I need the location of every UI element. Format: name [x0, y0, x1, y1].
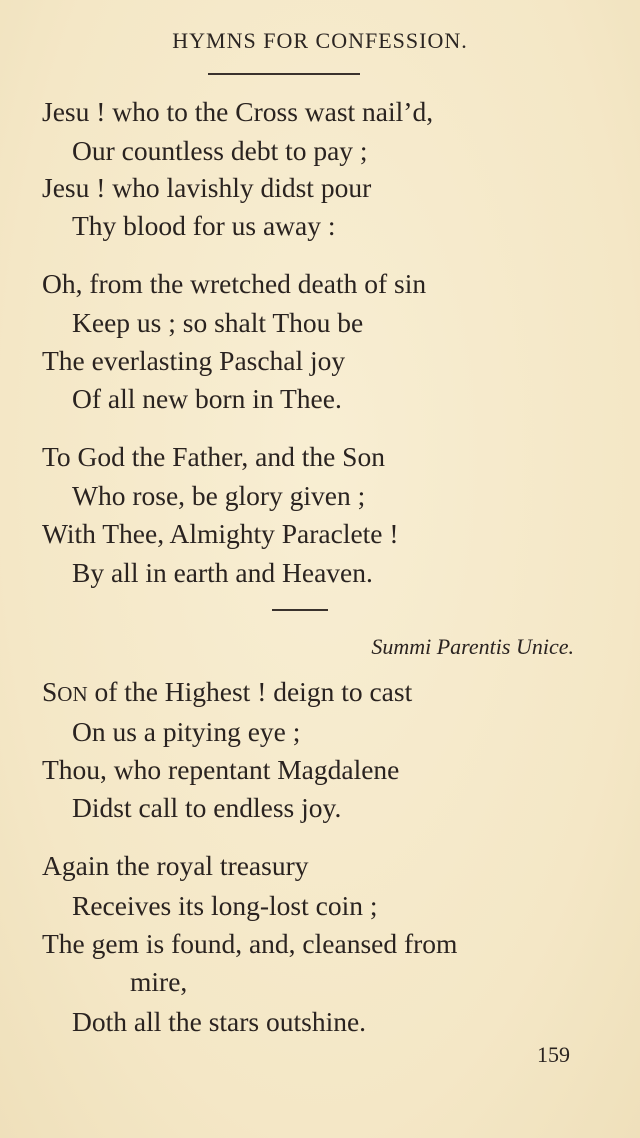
verse-line: On us a pitying eye ; — [72, 716, 301, 747]
verse-line: Thou, who repentant Magdalene — [42, 754, 400, 785]
hymn-title-text: Summi Parentis Unice. — [371, 634, 574, 659]
verse-line: Thy blood for us away : — [72, 210, 336, 241]
verse-line: Again the royal treasury — [42, 850, 309, 881]
page-number — [0, 1042, 570, 1068]
verse-line: Receives its long-lost coin ; — [72, 890, 378, 921]
running-header: HYMNS FOR CONFESSION. — [172, 28, 468, 53]
verse-line: Jesu ! who to the Cross wast nail’d, — [42, 96, 434, 127]
verse-line: The gem is found, and, cleansed from — [42, 928, 458, 959]
small-caps-word: ON — [57, 682, 88, 706]
verse-line: Of all new born in Thee. — [72, 383, 342, 414]
verse-line: Jesu ! who lavishly didst pour — [42, 172, 372, 203]
hymn-title — [0, 634, 574, 660]
verse-line: Didst call to endless joy. — [72, 792, 342, 823]
verse-line: To God the Father, and the Son — [42, 441, 385, 472]
verse-line: With Thee, Almighty Paraclete ! — [42, 518, 399, 549]
verse-line-first — [42, 676, 412, 710]
verse-line: The everlasting Paschal joy — [42, 345, 346, 376]
page-number-text: 159 — [537, 1042, 570, 1067]
verse-line: Oh, from the wretched death of sin — [42, 268, 427, 299]
first-line-rest: of the Highest ! deign to cast — [87, 676, 413, 707]
verse-line: Our countless debt to pay ; — [72, 135, 368, 166]
verse-line: Who rose, be glory given ; — [72, 480, 366, 511]
initial-letter: S — [42, 676, 58, 707]
verse-line: Doth all the stars outshine. — [72, 1006, 367, 1037]
header-rule — [208, 73, 360, 75]
verse-line: By all in earth and Heaven. — [72, 557, 373, 588]
verse-line: Keep us ; so shalt Thou be — [72, 307, 364, 338]
section-rule — [272, 609, 328, 611]
verse-line-continuation: mire, — [130, 966, 188, 997]
